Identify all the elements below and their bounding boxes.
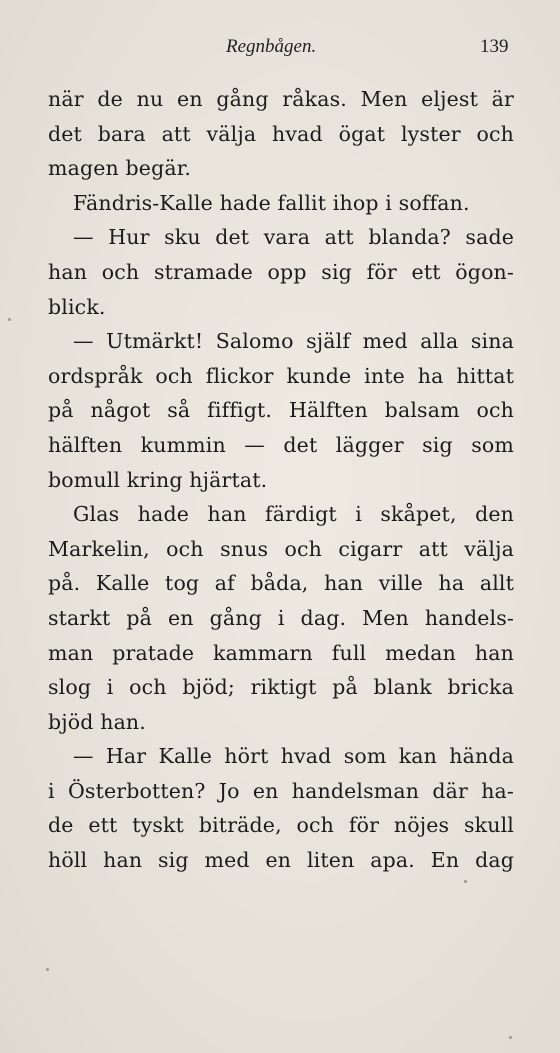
text-line: han och stramade opp sig för ett ögon- bbox=[48, 259, 514, 284]
paper-speck bbox=[8, 318, 11, 321]
body-text bbox=[48, 82, 514, 878]
running-head bbox=[0, 36, 560, 62]
paper-speck bbox=[509, 1036, 512, 1039]
text-line: bjöd han. bbox=[48, 709, 146, 734]
text-line: höll han sig med en liten apa. En dag bbox=[48, 848, 514, 873]
text-line: man pratade kammarn full medan han bbox=[48, 640, 514, 665]
text-line: — Hur sku det vara att blanda? sade bbox=[73, 225, 514, 250]
page-number: 139 bbox=[480, 36, 509, 57]
text-line: starkt på en gång i dag. Men handels- bbox=[48, 605, 514, 630]
text-line: på något så fiffigt. Hälften balsam och bbox=[48, 398, 514, 423]
text-line: magen begär. bbox=[48, 156, 192, 181]
text-line: det bara att välja hvad ögat lyster och bbox=[48, 121, 514, 146]
text-line: blick. bbox=[48, 294, 106, 319]
running-title: Regnbågen. bbox=[226, 36, 317, 57]
text-line: ordspråk och flickor kunde inte ha hittat bbox=[48, 363, 514, 388]
text-line: de ett tyskt biträde, och för nöjes skull bbox=[48, 813, 514, 838]
text-line: när de nu en gång råkas. Men eljest är bbox=[48, 87, 514, 111]
text-line: — Har Kalle hört hvad som kan hända bbox=[73, 744, 514, 769]
paper-speck bbox=[46, 968, 49, 971]
text-line: Fändris-Kalle hade fallit ihop i soffan. bbox=[73, 190, 470, 215]
text-line: Markelin, och snus och cigarr att välja bbox=[48, 536, 514, 561]
text-line: Glas hade han färdigt i skåpet, den bbox=[73, 502, 514, 527]
paper-speck bbox=[464, 880, 467, 883]
text-line: — Utmärkt! Salomo själf med alla sina bbox=[73, 329, 514, 354]
text-line: i Österbotten? Jo en handelsman där ha- bbox=[48, 778, 514, 803]
text-line: bomull kring hjärtat. bbox=[48, 467, 268, 492]
text-line: på. Kalle tog af båda, han ville ha allt bbox=[48, 571, 514, 596]
text-line: hälften kummin — det lägger sig som bbox=[48, 432, 514, 457]
text-line: slog i och bjöd; riktigt på blank bricka bbox=[48, 675, 514, 700]
